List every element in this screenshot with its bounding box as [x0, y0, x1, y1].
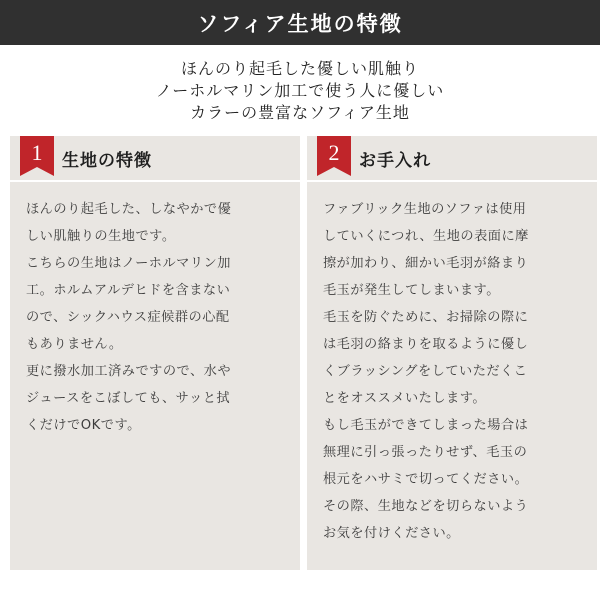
body-line: 毛玉を防ぐために、お掃除の際に: [323, 310, 529, 325]
page-title: ソフィア生地の特徴: [197, 11, 403, 36]
body-line: くだけでOKです。: [26, 418, 141, 433]
intro-line: ほんのり起毛した優しい肌触り: [180, 59, 419, 78]
body-line: こちらの生地はノーホルマリン加: [26, 256, 231, 271]
body-line: 根元をハサミで切ってください。: [323, 472, 529, 487]
body-line: ファブリック生地のソファは使用: [323, 202, 527, 217]
body-line: もし毛玉ができてしまった場合は: [323, 418, 529, 433]
body-line: お気を付けください。: [323, 526, 460, 541]
panel-header: [10, 136, 300, 180]
panel-number: 2: [328, 140, 340, 165]
divider: [307, 180, 597, 182]
body-line: もありません。: [26, 337, 123, 352]
panel-header: [307, 136, 597, 180]
body-line: 更に撥水加工済みですので、水や: [26, 364, 232, 379]
body-line: ほんのり起毛した、しなやかで優: [26, 202, 232, 217]
body-line: 毛玉が発生してしまいます。: [323, 283, 500, 298]
body-line: ジュースをこぼしても、サッと拭: [26, 391, 231, 406]
body-line: は毛羽の絡まりを取るように優し: [323, 337, 529, 352]
body-line: しい肌触りの生地です。: [26, 229, 176, 244]
number-ribbon-icon: [317, 136, 351, 176]
panel-title: お手入れ: [359, 151, 431, 171]
body-line: その際、生地などを切らないよう: [323, 499, 529, 514]
body-line: 擦が加わり、細かい毛羽が絡まり: [323, 256, 529, 271]
body-line: ので、シックハウス症候群の心配: [26, 310, 230, 325]
body-line: 工。ホルムアルデヒドを含まない: [26, 283, 231, 298]
body-line: とをオススメいたします。: [323, 391, 487, 406]
body-line: していくにつれ、生地の表面に摩: [323, 229, 529, 244]
page-title-bar: [0, 0, 600, 45]
panel-body: [26, 196, 288, 439]
number-ribbon-icon: [20, 136, 54, 176]
body-line: 無理に引っ張ったりせず、毛玉の: [323, 445, 528, 460]
intro-line: カラーの豊富なソフィア生地: [190, 103, 410, 122]
panel-body: [323, 196, 585, 547]
care-panel: [307, 136, 597, 570]
body-line: くブラッシングをしていただくこ: [323, 364, 528, 379]
fabric-features-panel: [10, 136, 300, 570]
divider: [10, 180, 300, 182]
intro-line: ノーホルマリン加工で使う人に優しい: [155, 81, 445, 100]
panel-number: 1: [31, 140, 43, 165]
panel-title: 生地の特徴: [62, 151, 152, 171]
intro-text: [0, 58, 600, 124]
